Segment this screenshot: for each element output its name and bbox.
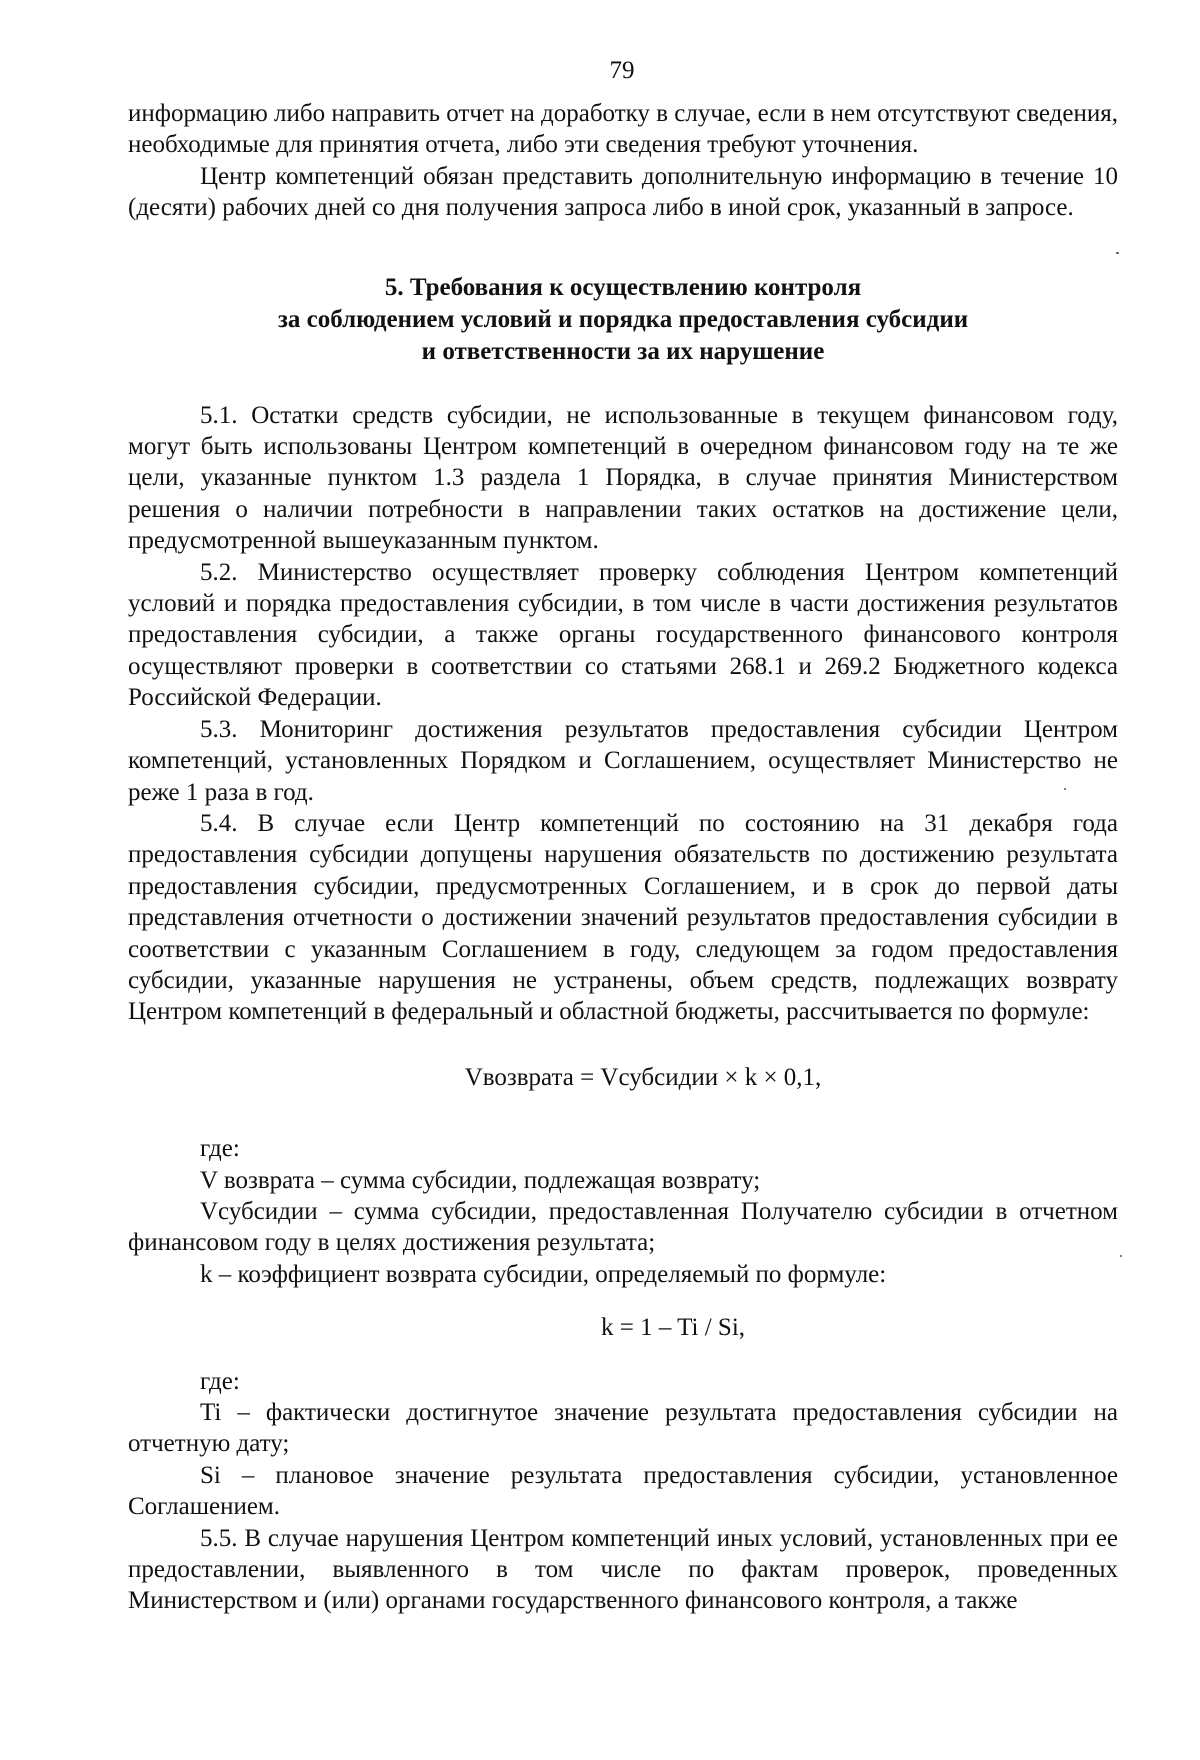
where-label: где:: [200, 1367, 240, 1395]
paragraph-continuation: информацию либо направить отчет на доработку в случае, если в нем отсутствуют сведения, необходимые для принятия отчета, либо эти сведения требуют уточнения.: [128, 100, 1118, 159]
scan-speck: [1116, 252, 1119, 254]
scan-speck: [1120, 1255, 1122, 1257]
paragraph-5-4: 5.4. В случае если Центр компетенций по состоянию на 31 декабря года предоставления субсидии допущены нарушения обязательств по достижению результата предоставления субсидии, предусмотренных Соглашением, и в срок до первой даты представления отчетности о достижении значений результатов предоставления субсидии в соответствии с указанным Соглашением в году, следующем за годом предоставления субсидии, указанные нарушения не устранены, объем средств, подлежащих возврату Центром компетенций в федеральный и областной бюджеты, рассчитывается по формуле:: [128, 809, 1118, 1026]
definition-v-subsidy: Vсубсидии – сумма субсидии, предоставленная Получателю субсидии в отчетном финансовом году в целях достижения результата;: [128, 1197, 1118, 1257]
section-heading-line: за соблюдением условий и порядка предоставления субсидии: [277, 305, 969, 333]
paragraph-5-3: 5.3. Мониторинг достижения результатов предоставления субсидии Центром компетенций, установленных Порядком и Соглашением, осуществляет Министерство не реже 1 раза в год.: [128, 715, 1118, 806]
page-number: 79: [609, 57, 635, 84]
definition-k: k – коэффициент возврата субсидии, определяемый по формуле:: [200, 1260, 887, 1288]
definition-ti: Ti – фактически достигнутое значение результата предоставления субсидии на отчетную дату;: [128, 1399, 1118, 1458]
section-heading-line: 5. Требования к осуществлению контроля: [384, 273, 862, 301]
section-heading-line: и ответственности за их нарушение: [421, 337, 825, 365]
formula-coefficient: k = 1 – Ti / Si,: [600, 1314, 746, 1342]
scan-speck: [1064, 788, 1066, 790]
definition-si: Si – плановое значение результата предоставления субсидии, установленное Соглашением.: [128, 1461, 1118, 1521]
paragraph-5-5: 5.5. В случае нарушения Центром компетенций иных условий, установленных при ее предоставлении, выявленного в том числе по фактам проверок, проведенных Министерством и (или) органами государственного финансового контроля, а также: [128, 1524, 1118, 1615]
paragraph-5-1: 5.1. Остатки средств субсидии, не использованные в текущем финансовом году, могут быть использованы Центром компетенций в очередном финансовом году на те же цели, указанные пунктом 1.3 раздела 1 Порядка, в случае принятия Министерством решения о наличии потребности в направлении таких остатков на достижение цели, предусмотренной вышеуказанным пунктом.: [128, 401, 1118, 555]
definition-v-refund: V возврата – сумма субсидии, подлежащая возврату;: [200, 1166, 761, 1194]
paragraph-additional-info: Центр компетенций обязан представить дополнительную информацию в течение 10 (десяти) рабочих дней со дня получения запроса либо в иной срок, указанный в запросе.: [128, 162, 1118, 222]
document-body: [128, 98, 1118, 1617]
paragraph-5-2: 5.2. Министерство осуществляет проверку соблюдения Центром компетенций условий и порядка предоставления субсидии, в том числе в части достижения результатов предоставления субсидии, а также органы государственного финансового контроля осуществляют проверки в соответствии со статьями 268.1 и 269.2 Бюджетного кодекса Российской Федерации.: [128, 558, 1118, 712]
section-heading: [128, 272, 1118, 368]
formula-refund: Vвозврата = Vсубсидии × k × 0,1,: [464, 1063, 822, 1091]
where-label: где:: [200, 1135, 240, 1163]
